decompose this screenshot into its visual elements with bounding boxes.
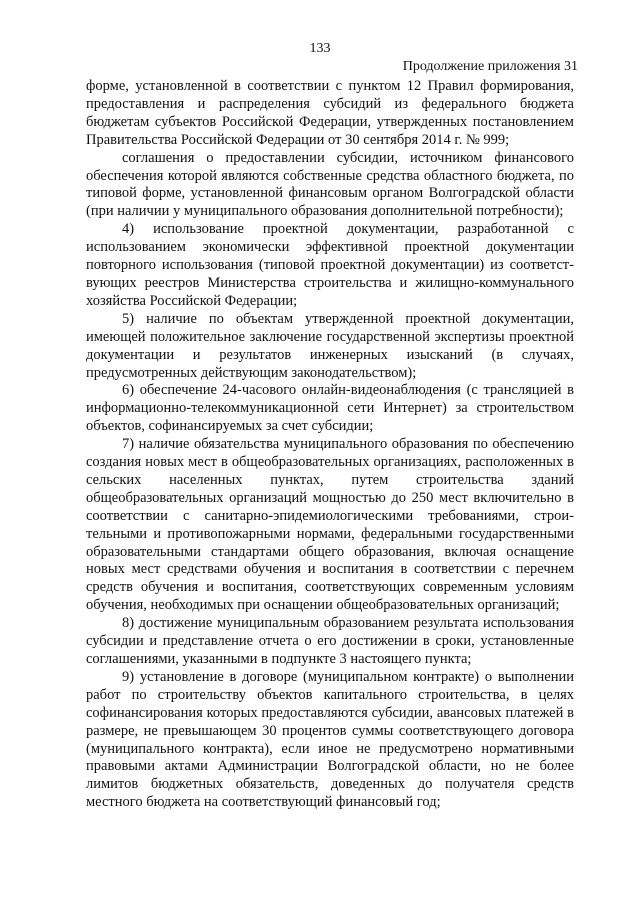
paragraph-agreement: соглашения о предоставлении субсидии, источником финансового обеспечения которой являются собственные средства областного бюджета, по типовой форме, установленной финансовым органом Волгоградской области (при наличии у муниципального образования дополнительной потребности);	[86, 149, 574, 220]
paragraph-item-5: 5) наличие по объектам утвержденной проектной документации, имеющей положительное заключение государственной экспертизы проектной документации и результатов инженерных изысканий (в случаях, предусмотренных действующим законодательством);	[86, 310, 574, 381]
paragraph-continuation: форме, установленной в соответствии с пунктом 12 Правил формирования, предоставления и распределения субсидий из федерального бюджета бюджетам субъектов Российской Федерации, утвержденных постановлением Правительства Российской Федерации от 30 сентября 2014 г. № 999;	[86, 78, 574, 148]
paragraph-item-4: 4) использование проектной документации, разработанной с использованием экономически эффективной проектной документации повторного использования (типовой проектной документации) из соответствующих реестров Министерства строительства и жилищно-коммунального хозяйства Российской Федерации;	[86, 221, 574, 309]
appendix-continuation-note: Продолжение приложения 31	[402, 59, 578, 74]
page-number: 133	[309, 41, 331, 56]
document-body	[86, 78, 574, 812]
paragraph-item-8: 8) достижение муниципальным образованием результата использования субсидии и представление отчета о его достижении в сроки, установленные соглашениями, указанными в подпункте 3 настоящего пункта;	[86, 615, 574, 667]
paragraph-item-6: 6) обеспечение 24-часового онлайн-видеонаблюдения (с трансляцией в информационно-телекоммуникационной сети Интернет) за строительством объектов, софинансируемых за счет субсидии;	[86, 382, 574, 435]
paragraph-item-7: 7) наличие обязательства муниципального образования по обеспечению создания новых мест в общеобразовательных организациях, расположенных в сельских населенных пунктах, путем строительства зданий общеобразовательных организаций мощностью до 250 мест включительно в соответствии с санитарно-эпидемиологическими требованиями, строительными и противопожарными нормами, федеральными государственными образовательными стандартами общего образования, включая оснащение новых мест средствами обучения и воспитания в соответствии с перечнем средств обучения и воспитания, соответствующих современным условиям обучения, необходимых при оснащении общеобразовательных организаций;	[86, 436, 574, 614]
paragraph-item-9: 9) установление в договоре (муниципальном контракте) о выполнении работ по строительству объектов капитального строительства, в целях софинансирования которых предоставляются субсидии, авансовых платежей в размере, не превышающем 30 процентов суммы соответствующего договора (муниципального контракта), если иное не предусмотрено нормативными правовыми актами Администрации Волгоградской области, но не более лимитов бюджетных обязательств, доведенных до получателя средств местного бюджета на соответствующий финансовый год;	[86, 668, 574, 811]
